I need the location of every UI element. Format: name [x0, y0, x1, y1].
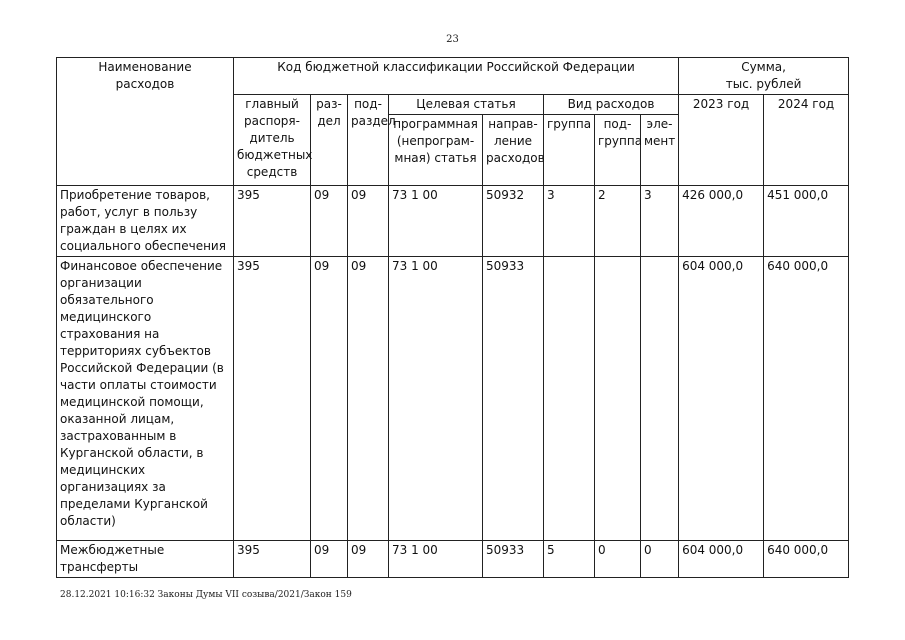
header-year-2024: 2024 год [764, 95, 849, 186]
table-row [57, 186, 849, 257]
row-section: 09 [311, 541, 348, 578]
row-name: Финансовое обеспечение организации обязательного медицинского страхования на территориях субъектов Российской Федерации (в части оплаты стоимости медицинской помощи, оказанной лицам, застрахованным в Курганской области, в медицинских организациях за пределами Курганской области) [57, 257, 234, 541]
row-sum-2023: 604 000,0 [679, 257, 764, 541]
header-program: программная (непрограм- мная) статья [389, 115, 483, 186]
row-name: Приобретение товаров, работ, услуг в пользу граждан в целях их социального обеспечения [57, 186, 234, 257]
row-main-manager: 395 [234, 186, 311, 257]
row-subgroup: 0 [595, 541, 641, 578]
row-subgroup [595, 257, 641, 541]
footer-document-info: 28.12.2021 10:16:32 Законы Думы VII созыва/2021/Закон 159 [60, 590, 352, 600]
header-direction: направ- ление расходов [483, 115, 544, 186]
row-group [544, 257, 595, 541]
row-program: 73 1 00 [389, 541, 483, 578]
row-sum-2024: 451 000,0 [764, 186, 849, 257]
header-group: группа [544, 115, 595, 186]
row-direction: 50933 [483, 541, 544, 578]
row-main-manager: 395 [234, 257, 311, 541]
header-expense-type: Вид расходов [544, 95, 679, 115]
row-group: 5 [544, 541, 595, 578]
row-direction: 50933 [483, 257, 544, 541]
row-subsection: 09 [348, 541, 389, 578]
table-row [57, 541, 849, 578]
header-code: Код бюджетной классификации Российской Федерации [234, 58, 679, 95]
row-element: 0 [641, 541, 679, 578]
header-year-2023: 2023 год [679, 95, 764, 186]
budget-table [56, 57, 849, 578]
header-name: Наименование расходов [57, 58, 234, 186]
row-direction: 50932 [483, 186, 544, 257]
header-sum: Сумма, тыс. рублей [679, 58, 849, 95]
row-section: 09 [311, 186, 348, 257]
header-subsection: под- раздел [348, 95, 389, 186]
header-main-manager: главный распоря- дитель бюджетных средств [234, 95, 311, 186]
page-number: 23 [446, 34, 459, 45]
row-program: 73 1 00 [389, 186, 483, 257]
table-row [57, 257, 849, 541]
row-section: 09 [311, 257, 348, 541]
header-target-article: Целевая статья [389, 95, 544, 115]
row-subsection: 09 [348, 257, 389, 541]
row-main-manager: 395 [234, 541, 311, 578]
row-subsection: 09 [348, 186, 389, 257]
row-name: Межбюджетные трансферты [57, 541, 234, 578]
row-element: 3 [641, 186, 679, 257]
row-element [641, 257, 679, 541]
header-element: эле- мент [641, 115, 679, 186]
row-program: 73 1 00 [389, 257, 483, 541]
row-subgroup: 2 [595, 186, 641, 257]
row-group: 3 [544, 186, 595, 257]
row-sum-2023: 426 000,0 [679, 186, 764, 257]
header-section: раз- дел [311, 95, 348, 186]
row-sum-2023: 604 000,0 [679, 541, 764, 578]
row-sum-2024: 640 000,0 [764, 541, 849, 578]
header-subgroup: под- группа [595, 115, 641, 186]
row-sum-2024: 640 000,0 [764, 257, 849, 541]
